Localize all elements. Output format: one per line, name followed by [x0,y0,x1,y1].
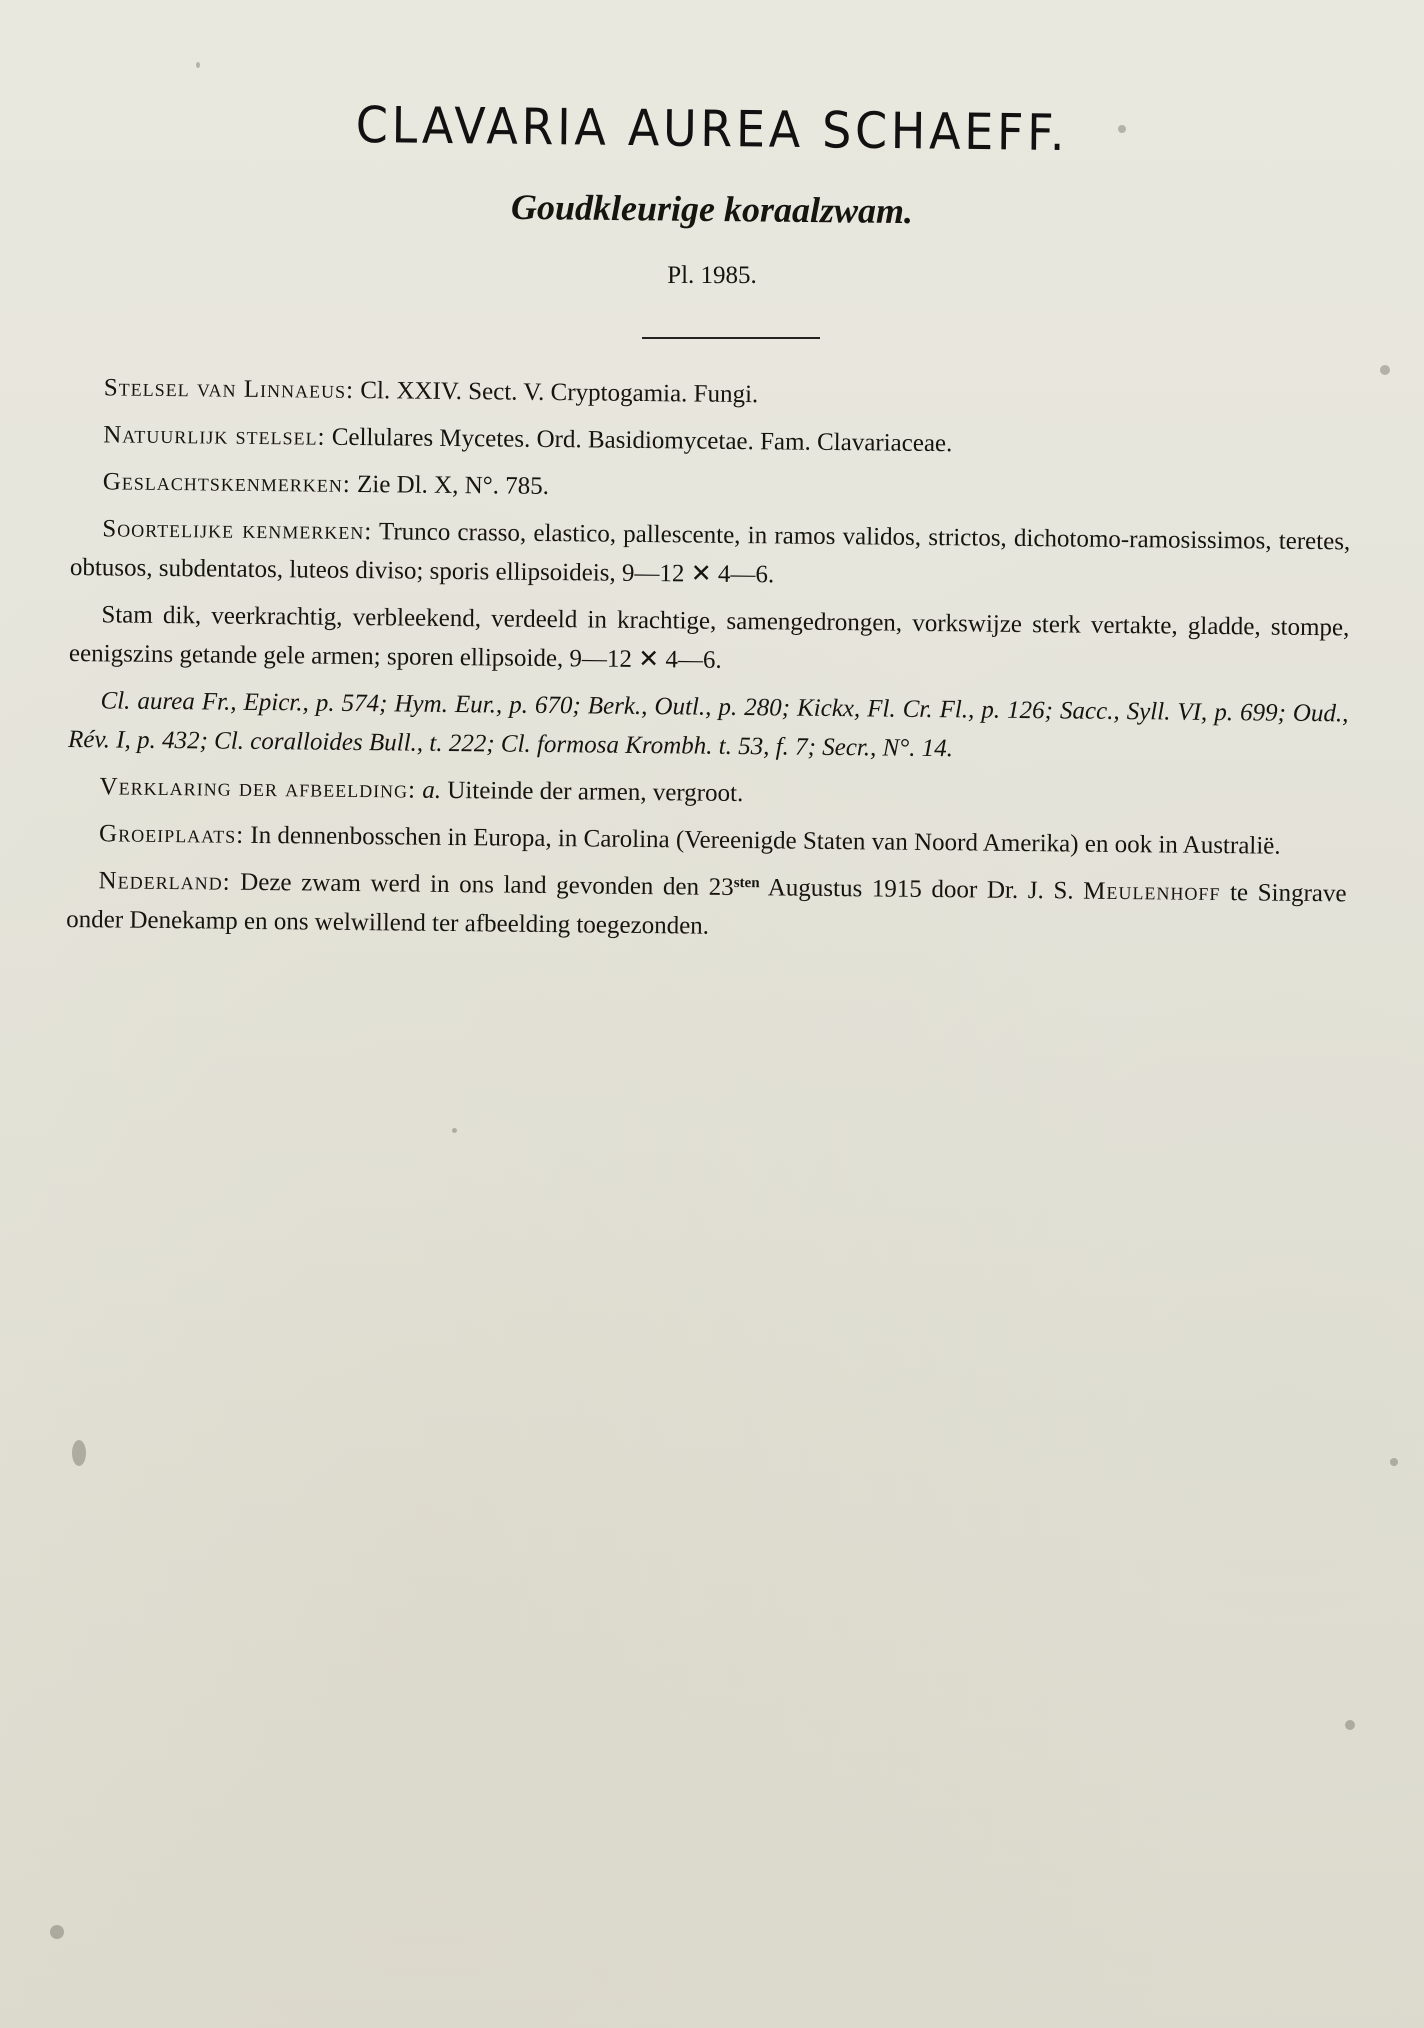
natural-text: Cellulares Mycetes. Ord. Basidiomycetae. Fam. Clavariaceae. [331,423,953,458]
plate-number: Pl. 1985. [667,262,757,289]
references-paragraph: Cl. aurea Fr., Epicr., p. 574; Hym. Eur., p. 670; Berk., Outl., p. 280; Kickx, Fl. Cr. Fl., p. 126; Sacc., Syll. VI, p. 699; Oud., Rév. I, p. 432; Cl. coralloides Bull., t. 222; Cl. formosa Krombh. t. 53, f. 7; Secr., N°. 14. [67,687,1349,763]
species-characters-paragraph [70,509,1351,600]
vernacular-name: Goudkleurige koraalzwam. [510,186,914,232]
collector-name: Meulenhoff [1083,877,1221,907]
description-body [66,368,1352,960]
species-label: Soortelijke kenmerken: [102,515,373,546]
netherlands-label: Nederland: [98,867,231,896]
netherlands-text-before: Deze zwam werd in ons land gevonden den 23 [240,868,734,901]
genus-label: Geslachtskenmerken: [102,468,351,498]
dutch-description-paragraph: Stam dik, veerkrachtig, verbleekend, verdeeld in krachtige, samengedrongen, vorkswijze sterk vertakte, gladde, stompe, eenigszins getande gele armen; sporen ellipsoide, 9—12 ✕ 4—6. [68,601,1350,674]
date-suffix: sten [733,874,760,892]
title-divider [642,337,820,339]
figure-label: Verklaring der afbeelding: [99,773,417,804]
netherlands-text-after: Augustus 1915 door Dr. J. S. [767,874,1074,905]
habitat-label: Groeiplaats: [98,820,245,849]
paper-speck [452,1128,457,1133]
figure-text: Uiteinde der armen, vergroot. [447,776,744,808]
natural-system-paragraph [71,415,1351,467]
paper-speck [1345,1720,1355,1730]
linnaeus-label: Stelsel van Linnaeus: [103,374,355,404]
paper-speck [1380,365,1390,375]
habitat-text: In dennenbosschen in Europa, in Carolina (Vereenigde Staten van Noord Amerika) en ook in Australië. [250,821,1281,860]
figure-explanation-paragraph [67,767,1347,819]
genus-characters-paragraph [71,462,1351,514]
species-title: CLAVARIA AUREA SCHAEFF. [355,95,1069,163]
linnaeus-text: Cl. XXIV. Sect. V. Cryptogamia. Fungi. [360,377,759,409]
natural-label: Natuurlijk stelsel: [103,421,326,451]
paper-speck [1390,1458,1398,1466]
figure-letter: a. [422,776,442,804]
linnaeus-system-paragraph [72,368,1352,420]
habitat-paragraph [67,814,1347,866]
paper-speck [196,62,200,68]
netherlands-text-end: te Singrave onder Denekamp en ons welwillend ter afbeelding toegezonden. [66,879,1347,940]
paper-speck [1118,125,1126,133]
paper-speck [72,1440,86,1466]
species-text: Trunco crasso, elastico, pallescente, in ramos validos, strictos, dichotomo-ramosissimos, teretes, obtusos, subdentatos, luteos diviso; sporis ellipsoideis, 9—12 ✕ 4—6. [69,518,1351,589]
netherlands-paragraph [66,861,1347,952]
paper-speck [50,1925,64,1939]
genus-text: Zie Dl. X, N°. 785. [356,470,550,501]
